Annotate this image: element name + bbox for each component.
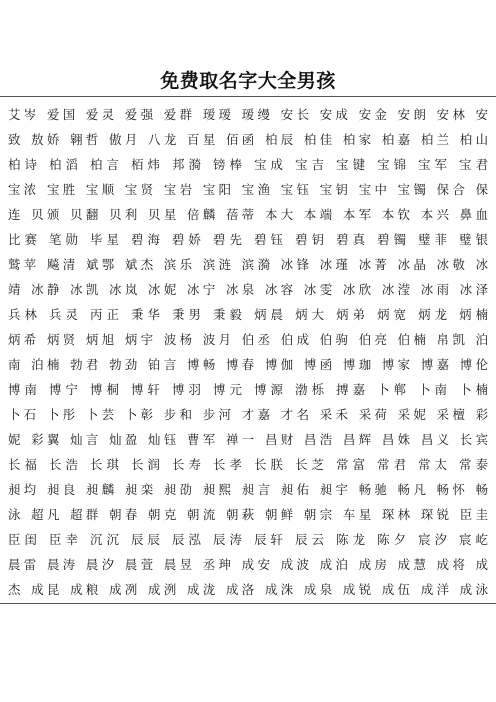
name-line: 杰 成昆 成粮 成冽 成洌 成泷 成洛 成洙 成泉 成锐 成伍 成洋 成泳: [8, 582, 488, 597]
name-line: 炳希 炳贤 炳旭 炳宇 波杨 波月 伯丞 伯成 伯驹 伯亮 伯楠 帛凯 泊: [8, 332, 488, 347]
name-line: 宝浓 宝胜 宝顺 宝贤 宝岩 宝阳 宝渔 宝钰 宝钥 宝中 宝镯 保合 保: [8, 182, 488, 197]
name-line: 昶均 昶良 昶麟 昶栾 昶劭 昶熙 昶言 昶佑 昶宇 畅驰 畅凡 畅怀 畅: [8, 482, 488, 497]
name-line: 兵林 兵灵 丙正 秉华 秉男 秉毅 炳晨 炳大 炳弟 炳宽 炳龙 炳楠: [8, 307, 488, 322]
name-line: 博南 博宁 博桐 博轩 博羽 博元 博源 渤栎 搏嘉 卜郸 卜南 卜楠: [8, 382, 488, 397]
name-line: 鹫苹 飚清 斌鄂 斌杰 滨乐 滨涟 滨漪 冰锋 冰瑾 冰菁 冰晶 冰敬 冰: [8, 257, 488, 272]
name-line: 臣闺 臣幸 沉沉 辰辰 辰泓 辰涛 辰轩 辰云 陈龙 陈夕 宸汐 宸屹: [8, 532, 488, 547]
name-line: 晨雷 晨涛 晨汐 晨萱 晨昱 丞珅 成安 成波 成泊 成房 成慧 成将 成: [8, 557, 488, 572]
name-line: 南 泊楠 勃君 勃劲 铂言 博畅 博春 博伽 博函 博珈 博家 博嘉 博伦: [8, 357, 488, 372]
name-line: 长福 长浩 长琪 长润 长寿 长孝 长朕 长芝 常富 常君 常太 常泰: [8, 457, 488, 472]
name-line: 卜石 卜彤 卜芸 卜彰 步和 步河 才嘉 才名 采禾 采荷 采妮 采檀 彩: [8, 407, 488, 422]
name-line: 比赛 笔勋 毕星 碧海 碧娇 碧先 碧钰 碧钥 碧真 碧镯 璧菲 璧银: [8, 232, 488, 247]
name-line: 连 贝颁 贝翻 贝利 贝星 倍麟 蓓蒂 本大 本端 本军 本钦 本兴 鼻血: [8, 207, 488, 222]
name-line: 妮 彩翼 灿言 灿盈 灿钰 曹军 禅一 昌财 昌浩 昌辉 昌姝 昌义 长宾: [8, 432, 488, 447]
name-line: 艾岑 爱国 爱灵 爱强 爱群 瑷瑷 瑷缦 安长 安成 安金 安朗 安林 安: [8, 107, 488, 122]
names-table: [0, 96, 496, 604]
name-line: 泳 超凡 超群 朝春 朝克 朝流 朝萩 朝鲜 朝宗 车星 琛林 琛锐 臣圭: [8, 507, 488, 522]
name-line: 柏诗 柏滔 柏言 栢炜 邦漪 镑棒 宝成 宝吉 宝键 宝锦 宝军 宝君: [8, 157, 488, 172]
name-line: 靖 冰静 冰凯 冰岚 冰妮 冰宁 冰泉 冰容 冰雯 冰欣 冰滢 冰雨 冰泽: [8, 282, 488, 297]
document-title: 免费取名字大全男孩: [160, 70, 336, 92]
name-line: 致 敖娇 翱哲 傲月 八龙 百星 佰函 柏辰 柏佳 柏家 柏嘉 柏兰 柏山: [8, 132, 488, 147]
